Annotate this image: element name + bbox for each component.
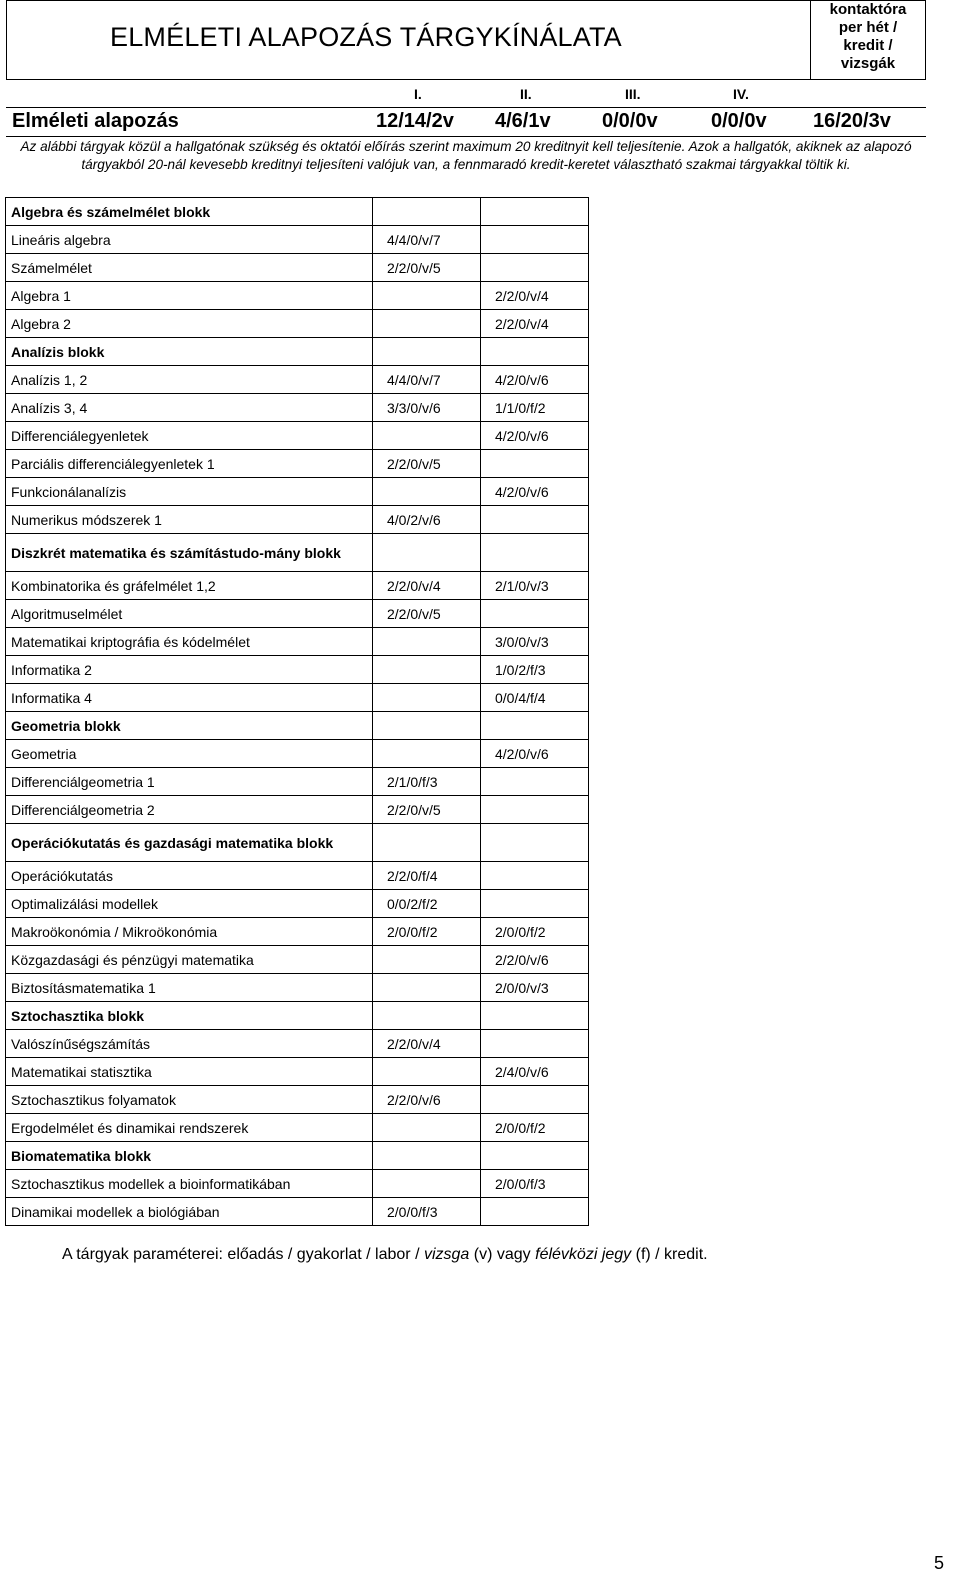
semester-2-value: 3/0/0/v/3: [481, 628, 589, 656]
legend-prefix: A tárgyak paraméterei: előadás / gyakorlat / labor /: [62, 1246, 424, 1263]
semester-2-value: [481, 450, 589, 478]
semester-1-value: 2/2/0/v/5: [373, 450, 481, 478]
semester-1-value: 2/2/0/v/5: [373, 254, 481, 282]
overview-sem-2: 4/6/1v: [495, 110, 551, 132]
course-name: Optimalizálási modellek: [6, 890, 373, 918]
header-box: [6, 0, 811, 80]
legend-mid: (v) vagy: [469, 1246, 536, 1263]
legend-suffix: (f) / kredit.: [631, 1246, 708, 1263]
course-name: Közgazdasági és pénzügyi matematika: [6, 946, 373, 974]
semester-1-value: [373, 534, 481, 572]
semester-2-value: [481, 198, 589, 226]
kredit-header-line: per hét /: [838, 19, 898, 36]
course-row: [6, 282, 589, 310]
semester-2-value: [481, 338, 589, 366]
block-title: Operációkutatás és gazdasági matematika blokk: [6, 824, 373, 862]
course-row: [6, 478, 589, 506]
semester-2-value: 4/2/0/v/6: [481, 422, 589, 450]
semester-2-value: 2/1/0/v/3: [481, 572, 589, 600]
semester-2-value: [481, 824, 589, 862]
semester-1-value: 2/0/0/f/3: [373, 1198, 481, 1226]
semester-2-value: [481, 1142, 589, 1170]
overview-sem-1: 12/14/2v: [376, 110, 454, 132]
semester-1-value: [373, 1170, 481, 1198]
semester-1-value: [373, 422, 481, 450]
semester-2-value: [481, 1086, 589, 1114]
legend-vizsga: vizsga: [423, 1246, 470, 1263]
semester-1-value: [373, 338, 481, 366]
semester-1-value: [373, 712, 481, 740]
semester-2-value: [481, 534, 589, 572]
block-title: Diszkrét matematika és számítástudo-mány blokk: [6, 534, 373, 572]
block-header-row: [6, 712, 589, 740]
block-header-row: [6, 824, 589, 862]
course-row: [6, 394, 589, 422]
course-name: Differenciálgeometria 2: [6, 796, 373, 824]
semester-1-value: [373, 1058, 481, 1086]
semester-1-value: [373, 656, 481, 684]
course-row: [6, 628, 589, 656]
overview-sem-3: 0/0/0v: [602, 110, 658, 132]
semester-2-value: [481, 712, 589, 740]
kredit-header-cell: [810, 0, 926, 80]
semester-1-value: 3/3/0/v/6: [373, 394, 481, 422]
course-name: Számelmélet: [6, 254, 373, 282]
block-header-row: [6, 198, 589, 226]
course-name: Informatika 4: [6, 684, 373, 712]
course-name: Algoritmuselmélet: [6, 600, 373, 628]
semester-1-value: 2/2/0/v/5: [373, 796, 481, 824]
course-row: [6, 918, 589, 946]
kredit-header-line: kontaktóra: [829, 1, 907, 18]
semester-2-value: [481, 796, 589, 824]
course-name: Sztochasztikus folyamatok: [6, 1086, 373, 1114]
course-name: Parciális differenciálegyenletek 1: [6, 450, 373, 478]
semester-header-4: IV.: [733, 86, 749, 102]
course-name: Matematikai statisztika: [6, 1058, 373, 1086]
course-name: Numerikus módszerek 1: [6, 506, 373, 534]
course-row: [6, 1198, 589, 1226]
kredit-header-line: kredit /: [843, 37, 893, 54]
semester-2-value: [481, 600, 589, 628]
semester-2-value: 2/0/0/f/3: [481, 1170, 589, 1198]
semester-header-1: I.: [414, 86, 422, 102]
semester-1-value: [373, 824, 481, 862]
semester-1-value: [373, 310, 481, 338]
semester-2-value: 2/0/0/f/2: [481, 918, 589, 946]
semester-1-value: [373, 628, 481, 656]
course-name: Differenciálgeometria 1: [6, 768, 373, 796]
block-header-row: [6, 338, 589, 366]
semester-2-value: [481, 890, 589, 918]
semester-2-value: 2/2/0/v/4: [481, 282, 589, 310]
semester-2-value: [481, 1002, 589, 1030]
course-row: [6, 796, 589, 824]
semester-2-value: 2/2/0/v/6: [481, 946, 589, 974]
course-row: [6, 422, 589, 450]
course-name: Funkcionálanalízis: [6, 478, 373, 506]
course-row: [6, 768, 589, 796]
block-title: Sztochasztika blokk: [6, 1002, 373, 1030]
semester-1-value: [373, 684, 481, 712]
course-row: [6, 656, 589, 684]
semester-2-value: 4/2/0/v/6: [481, 478, 589, 506]
overview-label: Elméleti alapozás: [12, 110, 179, 132]
semester-2-value: [481, 862, 589, 890]
overview-total: 16/20/3v: [813, 110, 891, 132]
course-row: [6, 600, 589, 628]
semester-2-value: 0/0/4/f/4: [481, 684, 589, 712]
semester-2-value: 2/4/0/v/6: [481, 1058, 589, 1086]
course-name: Makroökonómia / Mikroökonómia: [6, 918, 373, 946]
course-name: Differenciálegyenletek: [6, 422, 373, 450]
semester-2-value: 2/2/0/v/4: [481, 310, 589, 338]
kredit-header-line: vizsgák: [840, 55, 896, 72]
course-name: Lineáris algebra: [6, 226, 373, 254]
semester-2-value: [481, 768, 589, 796]
course-name: Geometria: [6, 740, 373, 768]
course-name: Biztosításmatematika 1: [6, 974, 373, 1002]
course-row: [6, 572, 589, 600]
semester-2-value: 2/0/0/v/3: [481, 974, 589, 1002]
semester-2-value: 1/1/0/f/2: [481, 394, 589, 422]
semester-1-value: [373, 1002, 481, 1030]
semester-1-value: 2/0/0/f/2: [373, 918, 481, 946]
semester-header-3: III.: [625, 86, 641, 102]
semester-2-value: 4/2/0/v/6: [481, 740, 589, 768]
semester-1-value: [373, 282, 481, 310]
block-title: Analízis blokk: [6, 338, 373, 366]
block-title: Algebra és számelmélet blokk: [6, 198, 373, 226]
course-row: [6, 1030, 589, 1058]
course-name: Dinamikai modellek a biológiában: [6, 1198, 373, 1226]
course-row: [6, 1058, 589, 1086]
course-table-body: [6, 198, 589, 1226]
semester-2-value: [481, 254, 589, 282]
course-name: Sztochasztikus modellek a bioinformatikában: [6, 1170, 373, 1198]
semester-1-value: [373, 478, 481, 506]
block-header-row: [6, 534, 589, 572]
block-title: Biomatematika blokk: [6, 1142, 373, 1170]
semester-2-value: [481, 226, 589, 254]
course-name: Analízis 1, 2: [6, 366, 373, 394]
overview-sem-4: 0/0/0v: [711, 110, 767, 132]
semester-1-value: [373, 1142, 481, 1170]
course-row: [6, 684, 589, 712]
semester-1-value: 2/2/0/v/4: [373, 572, 481, 600]
course-row: [6, 310, 589, 338]
requirement-note: Az alábbi tárgyak közül a hallgatónak szükség és oktatói előírás szerint maximum 20 kreditnyit kell teljesítenie. Azok a hallgatók, akiknek az alapozó tárgyakból 20-nál kevesebb kreditnyi teljesíteni valójuk van, a fennmaradó kredit-keretet választható szakmai tárgyakkal töltik ki.: [20, 139, 912, 172]
semester-1-value: 2/2/0/v/4: [373, 1030, 481, 1058]
course-name: Kombinatorika és gráfelmélet 1,2: [6, 572, 373, 600]
semester-2-value: [481, 506, 589, 534]
semester-1-value: 4/4/0/v/7: [373, 366, 481, 394]
course-row: [6, 226, 589, 254]
course-row: [6, 1114, 589, 1142]
course-name: Valószínűségszámítás: [6, 1030, 373, 1058]
semester-2-value: 4/2/0/v/6: [481, 366, 589, 394]
semester-2-value: [481, 1198, 589, 1226]
course-row: [6, 974, 589, 1002]
course-row: [6, 254, 589, 282]
course-row: [6, 1170, 589, 1198]
semester-1-value: [373, 1114, 481, 1142]
semester-1-value: [373, 946, 481, 974]
semester-2-value: 2/0/0/f/2: [481, 1114, 589, 1142]
block-title: Geometria blokk: [6, 712, 373, 740]
course-name: Matematikai kriptográfia és kódelmélet: [6, 628, 373, 656]
overview-row: [6, 107, 926, 137]
block-header-row: [6, 1002, 589, 1030]
semester-1-value: [373, 740, 481, 768]
course-row: [6, 450, 589, 478]
course-row: [6, 946, 589, 974]
semester-2-value: 1/0/2/f/3: [481, 656, 589, 684]
page-title: ELMÉLETI ALAPOZÁS TÁRGYKÍNÁLATA: [110, 22, 622, 52]
page-number: 5: [934, 1553, 945, 1573]
course-row: [6, 506, 589, 534]
course-name: Ergodelmélet és dinamikai rendszerek: [6, 1114, 373, 1142]
course-row: [6, 366, 589, 394]
semester-1-value: 4/4/0/v/7: [373, 226, 481, 254]
course-name: Operációkutatás: [6, 862, 373, 890]
course-name: Algebra 2: [6, 310, 373, 338]
semester-1-value: 2/1/0/f/3: [373, 768, 481, 796]
course-row: [6, 890, 589, 918]
course-row: [6, 740, 589, 768]
parameter-legend: [62, 1246, 708, 1264]
legend-felevkozi: félévközi jegy: [535, 1246, 632, 1263]
semester-2-value: [481, 1030, 589, 1058]
semester-1-value: [373, 974, 481, 1002]
block-header-row: [6, 1142, 589, 1170]
semester-1-value: 4/0/2/v/6: [373, 506, 481, 534]
semester-1-value: 0/0/2/f/2: [373, 890, 481, 918]
course-name: Informatika 2: [6, 656, 373, 684]
semester-1-value: 2/2/0/v/6: [373, 1086, 481, 1114]
course-table: [5, 197, 589, 1226]
semester-1-value: 2/2/0/f/4: [373, 862, 481, 890]
course-row: [6, 1086, 589, 1114]
course-name: Analízis 3, 4: [6, 394, 373, 422]
semester-1-value: 2/2/0/v/5: [373, 600, 481, 628]
semester-header-2: II.: [520, 86, 532, 102]
semester-1-value: [373, 198, 481, 226]
course-row: [6, 862, 589, 890]
course-name: Algebra 1: [6, 282, 373, 310]
